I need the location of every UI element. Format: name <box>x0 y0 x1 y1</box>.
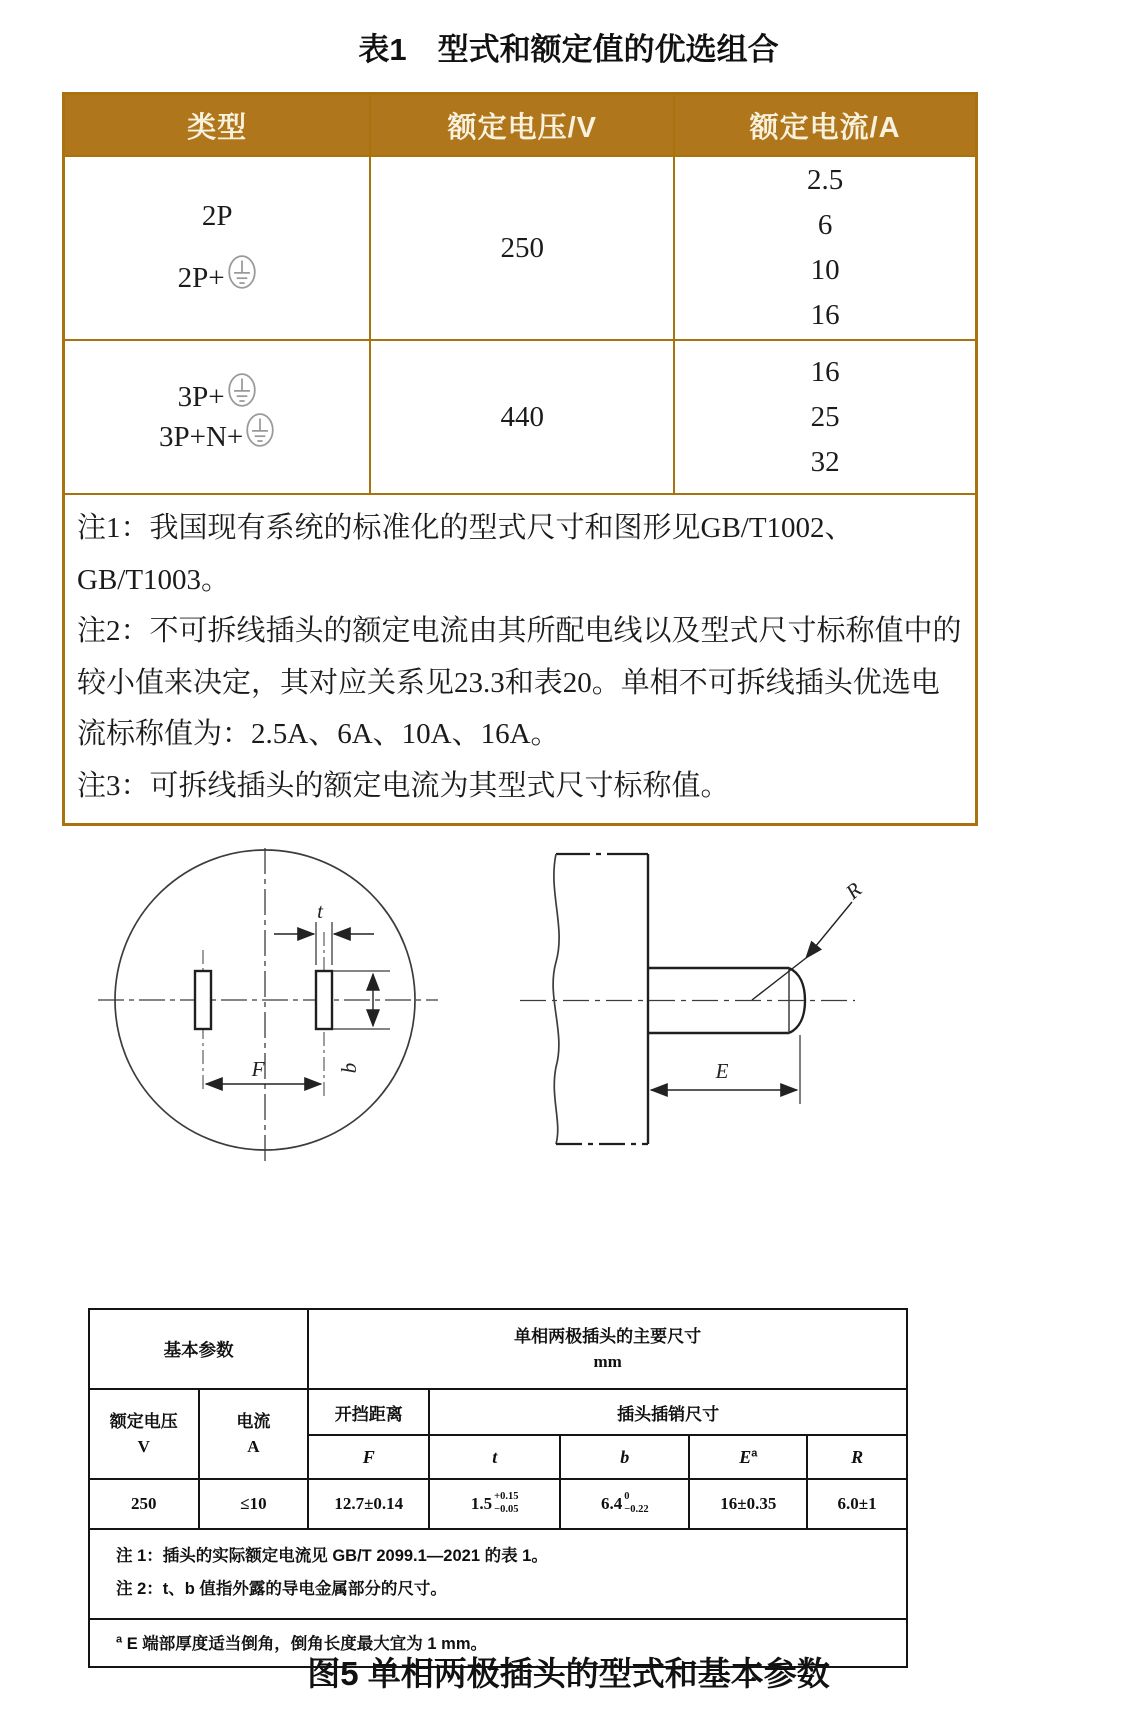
note-3: 注3：可拆线插头的额定电流为其型式尺寸标称值。 <box>77 770 730 803</box>
column-header-current: 额定电流/A <box>674 94 976 157</box>
dim-label-b: b <box>337 1062 361 1074</box>
dim-header-R: R <box>807 1435 907 1479</box>
voltage-unit: V <box>137 1437 150 1456</box>
current-value: 2.5 <box>807 164 844 196</box>
voltage-value: 250 <box>89 1479 199 1529</box>
gap-distance-header: 开挡距离 <box>308 1389 429 1435</box>
dim-header-E: $E^a$ <box>689 1435 807 1479</box>
table2-notes <box>89 1529 907 1619</box>
voltage-header <box>89 1389 199 1479</box>
type-label: 3P+N+ <box>158 420 244 453</box>
current-unit: A <box>247 1437 260 1456</box>
t-value: 1.5 +0.15 −0.05 <box>429 1479 560 1529</box>
voltage-label: 额定电压 <box>109 1411 178 1431</box>
footnote-marker: a <box>116 1633 123 1646</box>
b-value: 6.4 0 −0.22 <box>560 1479 689 1529</box>
table1-notes <box>64 494 977 824</box>
table1-notes-row <box>64 494 977 824</box>
voltage-cell: 250 <box>370 156 674 340</box>
E-value: 16±0.35 <box>689 1479 807 1529</box>
plug-technical-drawing <box>0 832 1137 1210</box>
current-value: 10 <box>810 254 840 286</box>
plug-face-view <box>98 848 438 1166</box>
type-label: 2P <box>201 199 233 232</box>
table2 <box>88 1308 908 1668</box>
type-label: 3P+ <box>177 380 225 413</box>
dim-header-t: t <box>429 1435 560 1479</box>
current-value: 25 <box>810 400 840 433</box>
main-dim-title: 单相两极插头的主要尺寸 <box>514 1326 702 1346</box>
table2-header-row2 <box>89 1389 907 1435</box>
dim-label-E: E <box>715 1059 729 1083</box>
table2-note-2: 注 2：t、b 值指外露的导电金属部分的尺寸。 <box>116 1580 447 1598</box>
current-value: 32 <box>810 445 840 478</box>
dim-label-F: F <box>251 1057 265 1081</box>
table2-notes-row <box>89 1529 907 1619</box>
type-cell <box>64 340 371 494</box>
R-value: 6.0±1 <box>807 1479 907 1529</box>
footnote-text: E 端部厚度适当倒角，倒角长度最大宜为 1 mm。 <box>126 1635 487 1653</box>
dim-header-F: F <box>308 1435 429 1479</box>
column-header-type: 类型 <box>64 94 371 157</box>
current-value: 16 <box>810 299 840 331</box>
type-cell <box>64 156 371 340</box>
note-1: 注1：我国现有系统的标准化的型式尺寸和图形见GB/T1002、GB/T1003。 <box>77 512 854 596</box>
dim-header-b: b <box>560 1435 689 1479</box>
table1-title: 表1 型式和额定值的优选组合 <box>358 32 779 67</box>
current-value: 6 <box>817 209 833 241</box>
table-row <box>64 340 977 494</box>
table2-data-row <box>89 1479 907 1529</box>
current-value: ≤10 <box>199 1479 309 1529</box>
table1-header-row <box>64 94 977 157</box>
current-header <box>199 1389 309 1479</box>
main-dim-unit: mm <box>593 1352 622 1371</box>
protective-earth-icon <box>227 372 257 408</box>
column-header-voltage: 额定电压/V <box>370 94 674 157</box>
figure-caption: 图5 单相两极插头的型式和基本参数 <box>307 1655 830 1692</box>
main-dimensions-header <box>308 1309 907 1389</box>
F-value: 12.7±0.14 <box>308 1479 429 1529</box>
protective-earth-icon <box>245 412 275 448</box>
current-cell <box>674 340 976 494</box>
pin-dimensions-header: 插头插销尺寸 <box>429 1389 907 1435</box>
type-label: 2P+ <box>177 262 225 294</box>
dim-label-R: R <box>840 877 867 904</box>
table2-header-row1 <box>89 1309 907 1389</box>
basic-params-header: 基本参数 <box>89 1309 308 1389</box>
table-row <box>64 156 977 340</box>
protective-earth-icon <box>227 254 257 290</box>
table1 <box>62 92 978 826</box>
dim-label-t: t <box>317 899 323 923</box>
table2-note-1: 注 1：插头的实际额定电流见 GB/T 2099.1—2021 的表 1。 <box>116 1547 548 1565</box>
current-cell <box>674 156 976 340</box>
pin-side-view <box>520 854 855 1144</box>
current-value: 16 <box>810 355 840 388</box>
note-2: 注2：不可拆线插头的额定电流由其所配电线以及型式尺寸标称值中的较小值来决定，其对应关系见23.3和表20。单相不可拆线插头优选电流标称值为：2.5A、6A、10A、16A。 <box>77 615 962 751</box>
current-label: 电流 <box>236 1411 271 1431</box>
voltage-cell: 440 <box>370 340 674 494</box>
